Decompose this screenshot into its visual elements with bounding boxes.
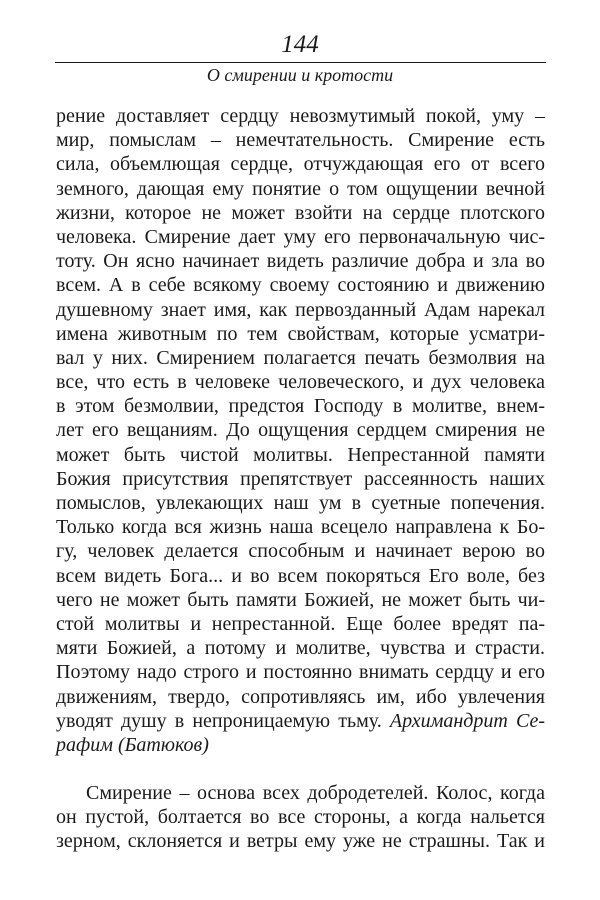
text-line: может быть чистой молитвы. Непрестанной памяти [56, 443, 545, 466]
text-line-26 [56, 709, 545, 733]
text-line: Только когда вся жизнь наша всецело направлена к Бо- [56, 516, 545, 539]
text-line: тоту. Он ясно начинает видеть различие добра и зла во [56, 250, 545, 273]
text-line: человека. Смирение дает уму его первоначальную чис- [56, 225, 545, 248]
text-line: земного, дающая ему понятие о том ощущении вечной [56, 177, 545, 200]
text-line: стой молитвы и непрестанной. Еще более вредят па- [56, 612, 545, 635]
text-line: сила, объемлющая сердце, отчуждающая его от всего [56, 153, 545, 176]
text-line: все, что есть в человеке человеческого, и дух человека [56, 371, 545, 394]
text-line: гу, человек делается способным и начинает верою во [56, 540, 545, 563]
paragraph-2 [56, 781, 545, 854]
text-line: в этом безмолвии, предстоя Господу в молитве, внем- [56, 395, 545, 418]
text-line: душевному знает имя, как первозданный Адам нарекал [56, 298, 545, 321]
text-line: всем. А в себе всякому своему состоянию и движению [56, 274, 545, 297]
text-line: рение доставляет сердцу невозмутимый покой, уму – [56, 105, 545, 127]
paragraph-1 [56, 104, 545, 709]
running-title: О смирении и кротости [206, 65, 394, 85]
paragraph-gap [56, 757, 545, 781]
body-text [56, 104, 545, 854]
text-line: Смирение – основа всех добродетелей. Колос, когда [86, 782, 545, 805]
text-line: мир, помыслам – немечтательность. Смирение есть [56, 129, 545, 152]
text-line: вал у них. Смирением полагается печать безмолвия на [56, 346, 545, 369]
text-line: жизни, которое не может взойти на сердце плотского [56, 201, 545, 224]
text-line: имена животным по тем свойствам, которые усматри- [56, 322, 545, 345]
text-line: лет его вещаниям. До ощущения сердцем смирения не [56, 419, 545, 442]
text-line: движениям, твердо, сопротивляясь им, ибо увлечения [56, 685, 545, 708]
attribution-part-2: рафим (Батюков) [56, 733, 209, 756]
text-line: чего не может быть памяти Божией, не может быть чи- [56, 588, 545, 611]
header-divider [55, 62, 546, 63]
line-26-text: уводят душу в непроницаемую тьму. [56, 709, 390, 732]
text-line: всем видеть Бога... и во всем покоряться Его воле, без [56, 564, 545, 587]
text-line: зерном, склоняется и ветры ему уже не страшны. Так и [56, 830, 545, 853]
page-number: 144 [281, 31, 319, 58]
text-line: Божия присутствия препятствует рассеянность наших [56, 467, 545, 490]
text-line: он пустой, болтается во все стороны, а когда нальется [56, 806, 545, 829]
text-line: мяти Божией, а потому и молитве, чувства и страсти. [56, 637, 545, 660]
attribution-part-1: Архимандрит Се- [389, 709, 546, 732]
text-line: Поэтому надо строго и постоянно внимать сердцу и его [56, 661, 545, 684]
text-line: помыслов, увлекающих наш ум в суетные попечения. [56, 492, 545, 514]
